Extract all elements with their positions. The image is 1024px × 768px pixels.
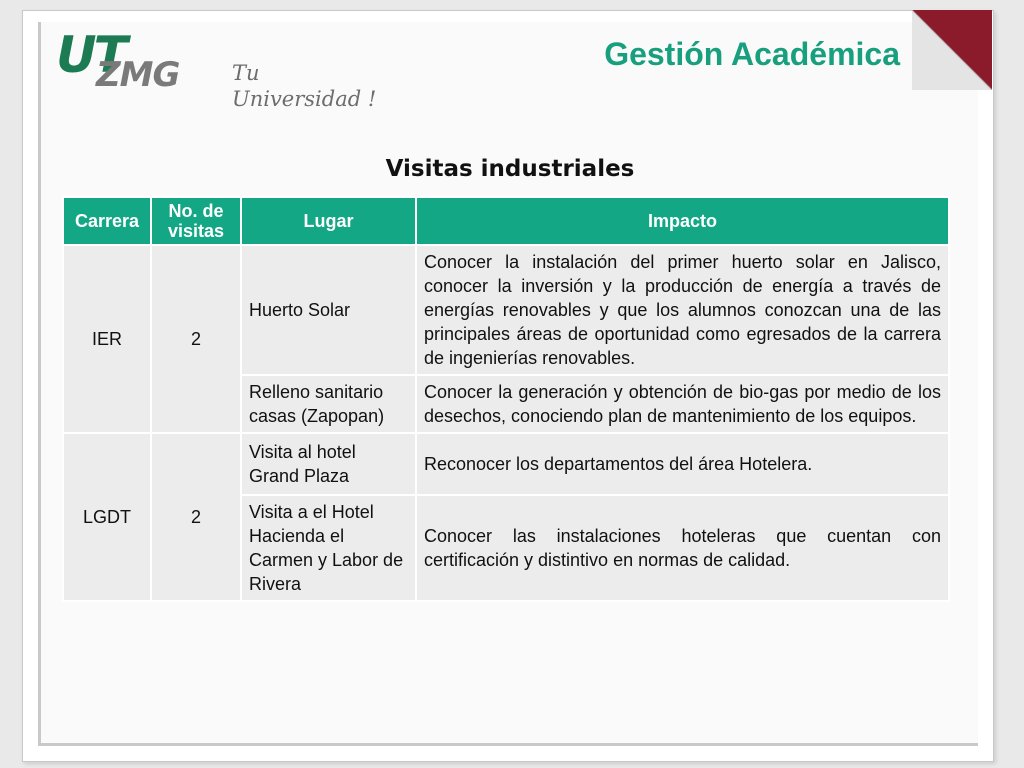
visits-table [62,196,950,602]
cell-carrera: IER [63,245,151,433]
cell-visitas: 2 [151,245,241,433]
column-header-carrera: Carrera [63,197,151,245]
logo-tagline: Tu Universidad ! [232,61,377,111]
cell-impacto: Conocer la generación y obtención de bio-gas por medio de los desechos, conociendo plan de mantenimiento de los equipos. [416,375,949,433]
table-header-row [63,197,949,245]
cell-lugar: Visita al hotel Grand Plaza [241,433,416,495]
cell-lugar: Visita a el Hotel Hacienda el Carmen y Labor de Rivera [241,495,416,601]
cell-lugar: Huerto Solar [241,245,416,375]
page-title: Gestión Académica [604,36,900,72]
utzmg-logo [56,26,386,111]
page-curl-corner [912,10,992,90]
column-header-visitas: No. de visitas [151,197,241,245]
section-title: Visitas industriales [385,156,635,182]
logo-ut: UT [56,26,125,84]
cell-lugar: Relleno sanitario casas (Zapopan) [241,375,416,433]
logo-zmg: ZMG [96,55,180,95]
cell-carrera: LGDT [63,433,151,601]
cell-impacto: Reconocer los departamentos del área Hotelera. [416,433,949,495]
table-row [63,245,949,375]
column-header-lugar: Lugar [241,197,416,245]
cell-visitas: 2 [151,433,241,601]
cell-impacto: Conocer la instalación del primer huerto solar en Jalisco, conocer la inversión y la producción de energía a través de energías renovables y que los alumnos conozcan una de las principales áreas de oportunidad como egresados de la carrera de ingenierías renovables. [416,245,949,375]
column-header-impacto: Impacto [416,197,949,245]
cell-impacto: Conocer las instalaciones hoteleras que cuentan con certificación y distintivo en normas de calidad. [416,495,949,601]
table-row [63,433,949,495]
